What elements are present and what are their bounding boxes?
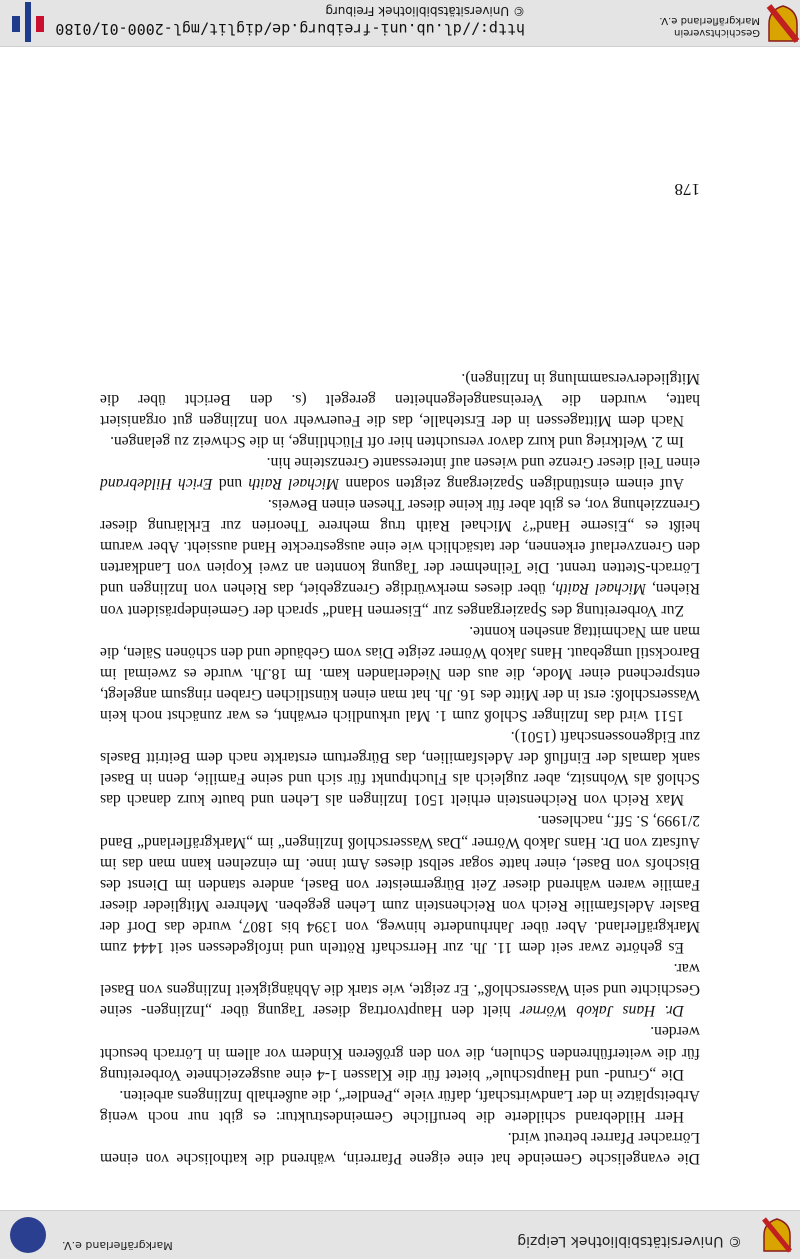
paragraph-school: Die „Grund- und Hauptschule“ bietet für die Klassen 1-4 eine ausgezeichnete Vorbereitung für die weiterführenden Schulen, die von den größeren Kindern vor allem in Lörrach besucht werden.	[100, 1023, 700, 1083]
paragraph-lecture	[100, 958, 700, 1021]
speaker-name: Dr. Hans Jakob Wörner	[519, 1002, 684, 1020]
paragraph-walk	[100, 452, 700, 494]
paragraph-iron-hand	[100, 494, 700, 621]
walk-guide-1: Michael Raith	[248, 475, 340, 492]
lecture-text: hielt den Hauptvortrag dieser Tagung über „Inzlingen- seine Geschichte und sein Wasserschloß“. Er zeigte, wie stark die Abhängigkeit Inzlingens von Basel war.	[100, 960, 700, 1020]
article-body	[100, 367, 700, 1169]
walk-and: und	[212, 475, 249, 492]
raith-name: Michael Raith,	[551, 580, 647, 598]
header-caption: © Universitätsbibliothek Leipzig	[517, 1233, 742, 1249]
walk-guide-2: Erich Hildebrand	[99, 475, 213, 492]
coat-of-arms-icon	[766, 4, 800, 44]
society-line-2: Markgräflerland e.V.	[659, 15, 760, 26]
society-line-1: Geschichtsverein	[674, 27, 760, 38]
walk-intro: Auf einem einstündigen Spaziergang zeigten sodann	[339, 475, 684, 492]
coat-of-arms-icon	[762, 1217, 792, 1253]
society-name	[659, 14, 760, 38]
source-url[interactable]: http://dl.ub.uni-freiburg.de/diglit/mgl-2000-01/0180	[55, 20, 525, 38]
header-caption-right: Markgräflerland e.V.	[62, 1239, 173, 1252]
paragraph-ww2: Im 2. Weltkrieg und kurz davor versuchten hier oft Flüchtlinge, in die Schweiz zu gelangen.	[110, 432, 684, 450]
paragraph-history: Es gehörte zwar seit dem 11. Jh. zur Herrschaft Rötteln und infolgedessen seit 1444 zum Markgräflerland. Aber über Jahrhunderte hinweg, von 1394 bis 1807, wurde das Dorf der Basler Adelsfamilie Reich von Reichenstein zum Lehen gegeben. Mehrere Mitglieder dieser Familie waren während dieser Zeit Bürgermeister von Basel, andere standen im Dienst des Bischofs von Basel, einer hatte sogar selbst dieses Amt inne. Im einzelnen kann man das im Aufsatz von Dr. Hans Jakob Wörner „Das Wasserschloß Inzlingen“ im „Markgräflerland“ Band 2/1999, S. 5ff., nachlesen.	[100, 812, 700, 957]
paragraph-economy: Herr Hildebrand schilderte die berufliche Gemeindestruktur: es gibt nur noch wenig Arbeitsplätze in der Landwirtschaft, dafür viele „Pendler“, die außerhalb Inzlingens arbeiten.	[100, 1086, 700, 1125]
iron-hand-text: über dieses merkwürdige Grenzgebiet, das Riehen von Inzlingen und Lörrach-Stetten trennt. Die Teilnehmer der Tagung konnten an zwei Kopien von Landkarten den Grenzverlauf erkennen, der tatsächlich wie eine ausgestreckte Hand aussieht. Aber warum heißt es „Eiserne Hand“? Michael Raith trug mehrere Theorien zur Erklärung dieser Grenzziehung vor, es gibt aber für keine dieser Thesen einen Beweis.	[100, 496, 700, 598]
iron-hand-intro: Zur Vorbereitung des Spazierganges zur „Eisernen Hand“ sprach der Gemeindepräsident von Riehen,	[100, 580, 700, 619]
library-seal-icon	[10, 1217, 46, 1253]
scanner-footer-strip	[0, 0, 800, 47]
paragraph-church: Die evangelische Gemeinde hat eine eigene Pfarrerin, während die katholische von einem Lörracher Pfarrer betreut wird.	[100, 1128, 700, 1167]
paragraph-lunch: Nach dem Mittagessen in der Erstehalle, das die Feuerwehr von Inzlingen gut organisiert hatte, wurden die Vereinsangelegenheiten geregelt (s. den Bericht über die Mitgliederversammlung in Inzlingen).	[100, 369, 700, 429]
copyright-notice: © Universitätsbibliothek Freiburg	[325, 4, 525, 18]
paragraph-reich: Max Reich von Reichenstein erhielt 1501 Inzlingen als Lehen und baute kurz danach das Schloß als Wohnsitz, aber zugleich als Fluchtpunkt für sich und seine Familie, denn in Basel sank damals der Einfluß der Adelsfamilien, das Bürgertum erstarkte nach dem Beitritt Basels zur Eidgenossenschaft (1501).	[100, 728, 700, 809]
scanner-header-strip	[0, 1210, 800, 1259]
paragraph-castle: 1511 wird das Inzlinger Schloß zum 1. Mal urkundlich erwähnt, es war zunächst noch kein Wasserschloß: erst in der Mitte des 16. Jh. hat man einen künstlichen Graben ringsum angelegt, entsprechend einer Mode, die aus den Niederlanden kam. Im 18.Jh. wurde es zweimal im Barockstil umgebaut. Hans Jakob Wörner zeigte Dias vom Gebäude und den schönen Sälen, die man am Nachmittag ansehen konnte.	[100, 622, 700, 725]
university-library-logo-icon	[8, 0, 48, 44]
page-number: 178	[674, 180, 700, 199]
walk-text: einen Teil dieser Grenze und wiesen auf interessante Grenzsteine hin.	[266, 453, 700, 471]
